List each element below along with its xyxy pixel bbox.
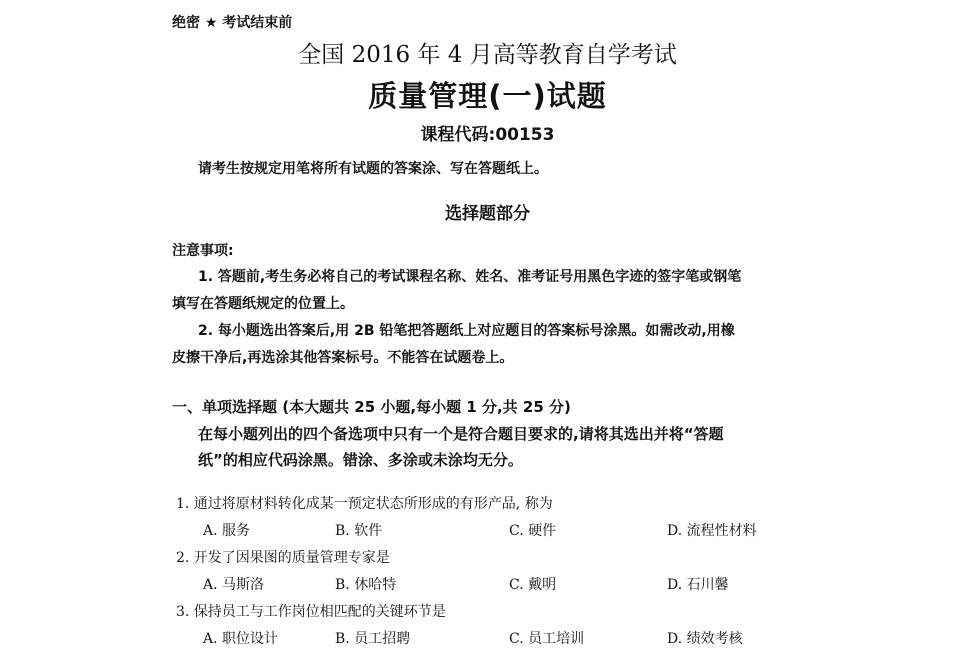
section-part-heading: 选择题部分 [445,204,530,224]
option-b: B. 员工招聘 [335,631,411,647]
confidential-label: 绝密 ★ 考试结束前 [172,15,293,31]
question-section-desc: 纸”的相应代码涂黑。错涂、多涂或未涂均无分。 [198,451,523,469]
paper-title: 质量管理(一)试题 [368,79,607,113]
option-a: A. 职位设计 [203,631,279,647]
note-line: 1. 答题前,考生务必将自己的考试课程名称、姓名、准考证号用黑色字迹的签字笔或钢笔 [198,269,742,285]
question-stem: 2. 开发了因果图的质量管理专家是 [176,550,390,566]
option-c: C. 员工培训 [509,631,585,647]
note-line: 填写在答题纸规定的位置上。 [172,296,354,312]
question-section-desc: 在每小题列出的四个备选项中只有一个是符合题目要求的,请将其选出并将“答题 [198,425,724,443]
note-line: 皮擦干净后,再选涂其他答案标号。不能答在试题卷上。 [172,350,514,366]
notes-heading: 注意事项: [172,243,234,259]
option-a: A. 马斯洛 [203,577,265,593]
question-stem: 1. 通过将原材料转化成某一预定状态所形成的有形产品, 称为 [176,496,553,512]
exam-title: 全国 2016 年 4 月高等教育自学考试 [298,42,677,68]
option-b: B. 休哈特 [335,577,397,593]
question-section-title: 一、单项选择题 (本大题共 25 小题,每小题 1 分,共 25 分) [172,398,571,416]
option-c: C. 戴明 [509,577,557,593]
option-c: C. 硬件 [509,523,557,539]
instruction-text: 请考生按规定用笔将所有试题的答案涂、写在答题纸上。 [198,161,548,177]
option-d: D. 石川馨 [667,577,729,593]
course-code: 课程代码:00153 [420,125,555,145]
option-d: D. 绩效考核 [667,631,743,647]
option-a: A. 服务 [203,523,251,539]
option-d: D. 流程性材料 [667,523,757,539]
note-line: 2. 每小题选出答案后,用 2B 铅笔把答题纸上对应题目的答案标号涂黑。如需改动,用橡 [198,323,735,339]
option-b: B. 软件 [335,523,383,539]
question-stem: 3. 保持员工与工作岗位相匹配的关键环节是 [176,604,446,620]
